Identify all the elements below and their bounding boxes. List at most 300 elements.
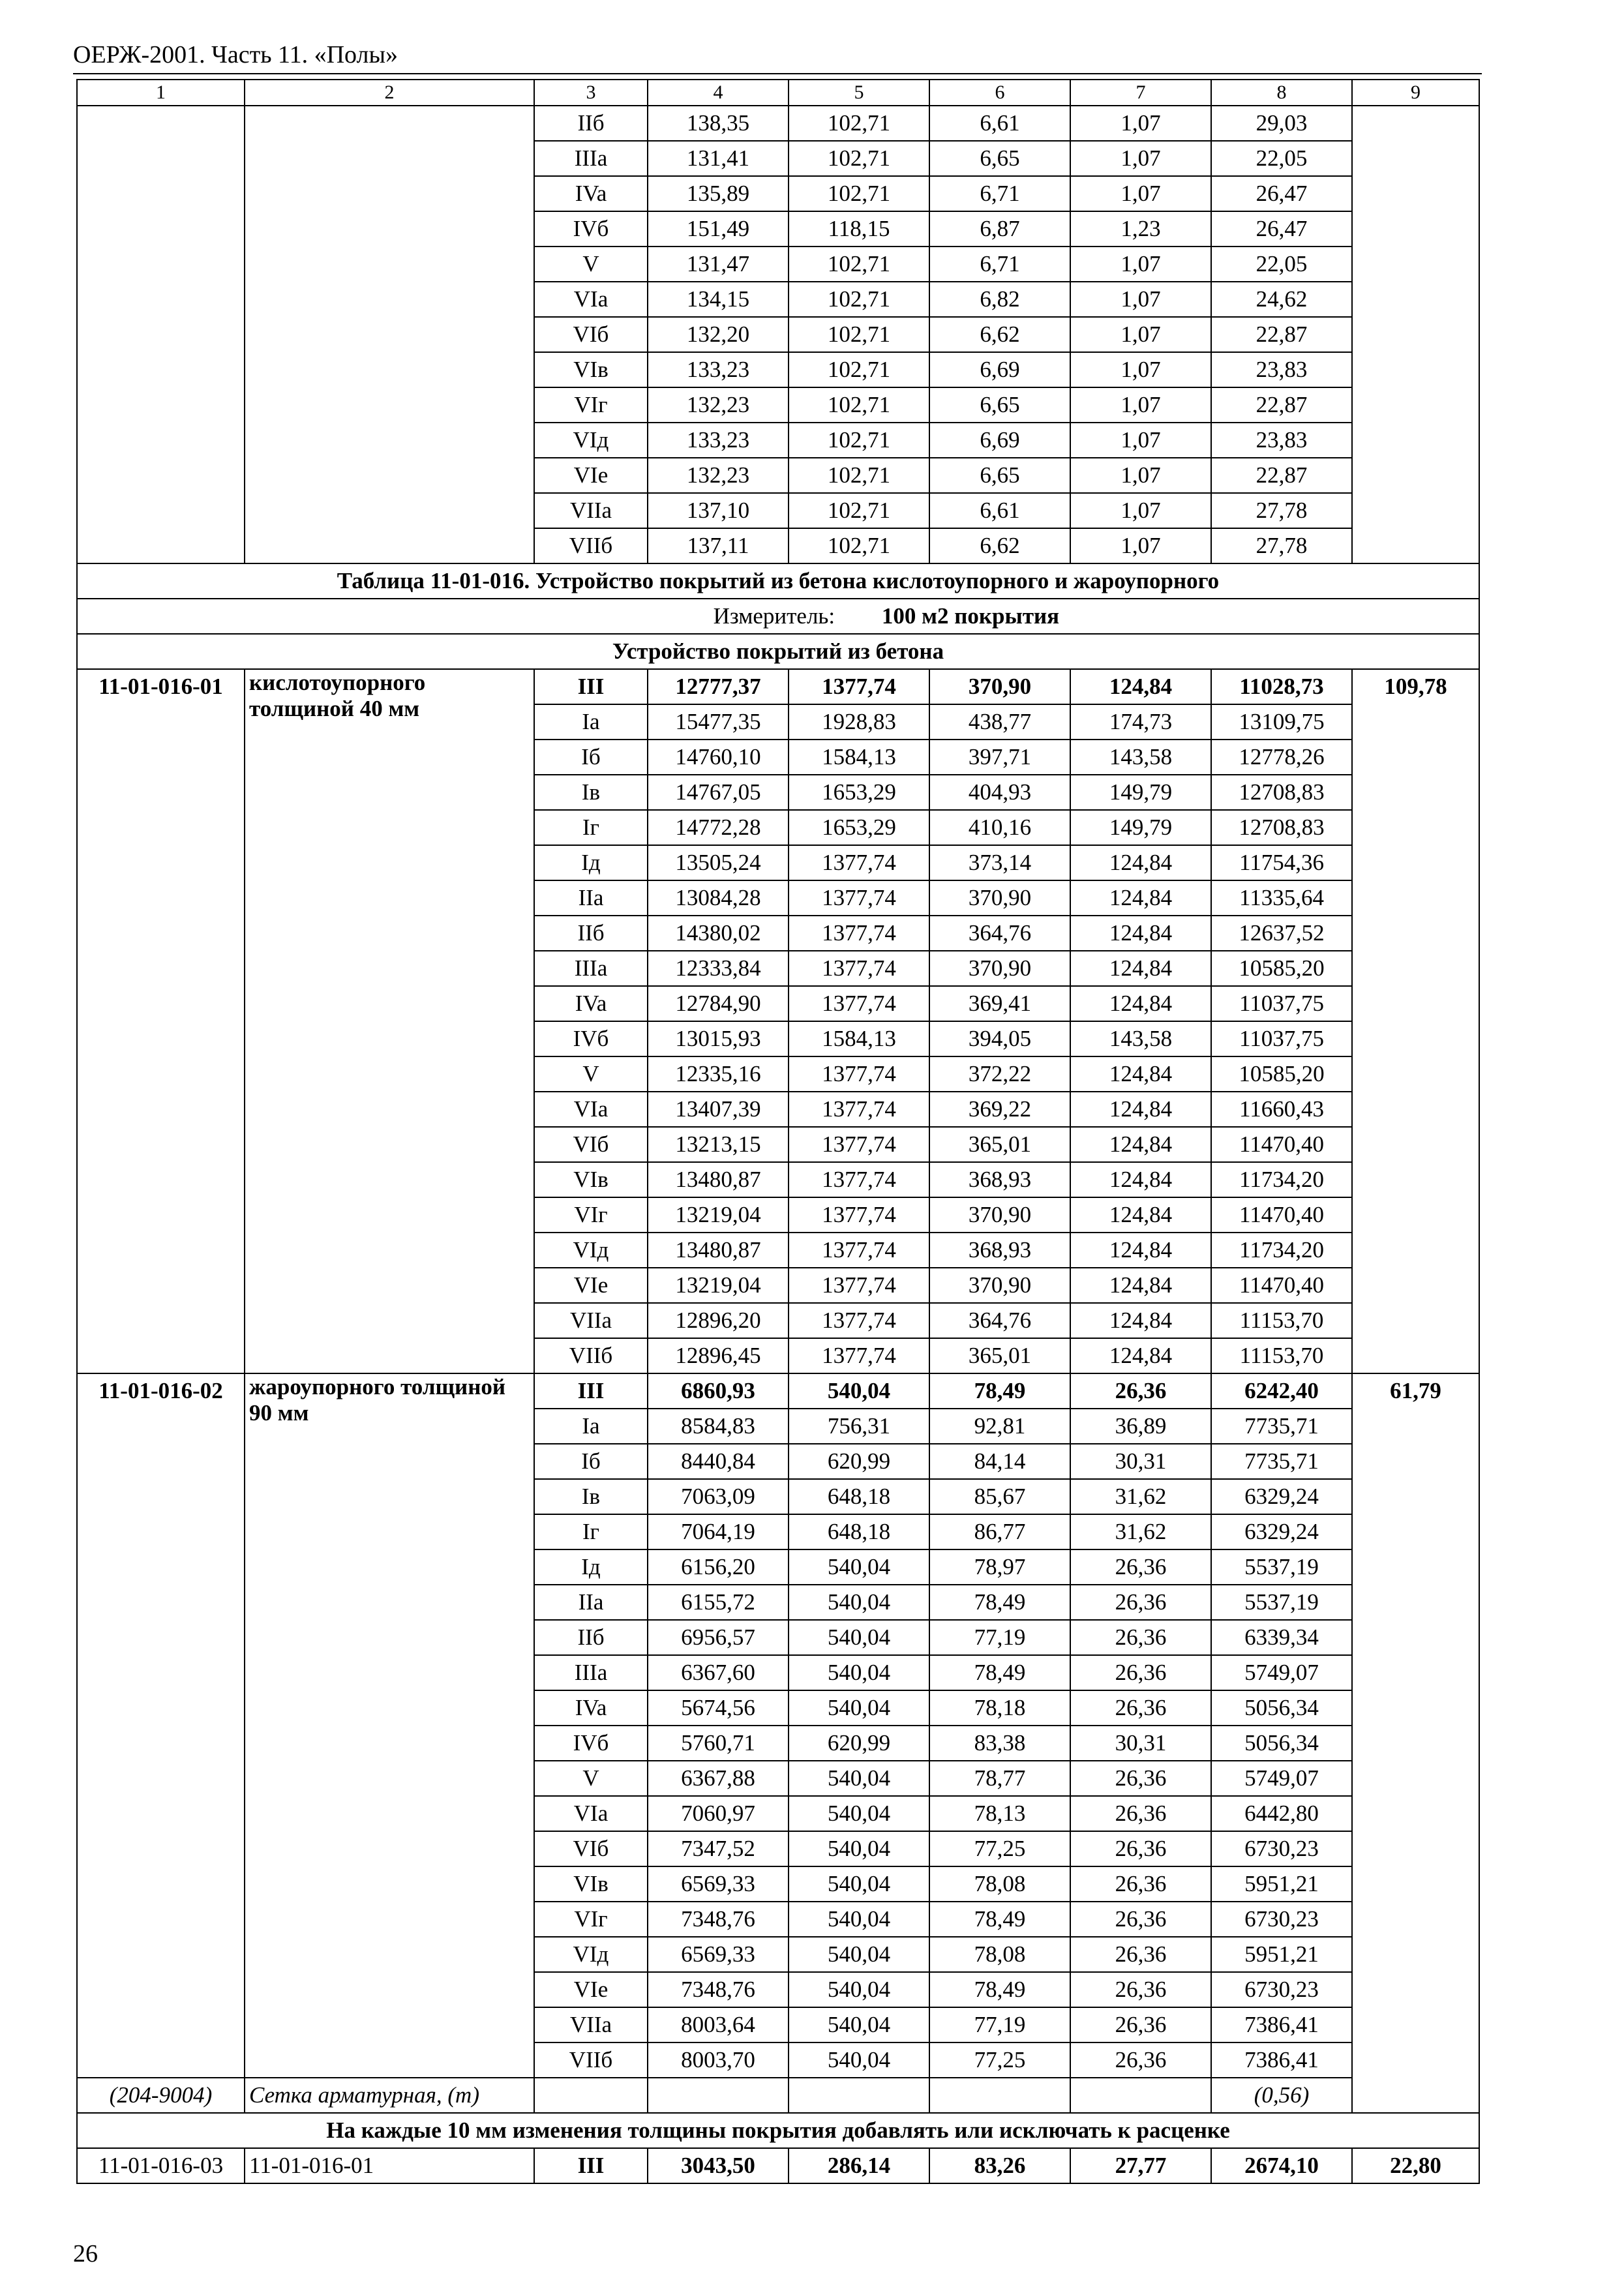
materials-cost-cell: 11734,20 [1211,1233,1352,1268]
materials-cost-cell: 5951,21 [1211,1866,1352,1902]
machine-cost-cell: 6,65 [929,141,1070,176]
total-cost-cell: 6569,33 [648,1937,789,1972]
machine-cost-cell: 404,93 [929,775,1070,810]
total-cost-cell: 135,89 [648,176,789,211]
operator-wage-cell: 1,07 [1070,317,1211,352]
labor-cost-cell: 1377,74 [789,986,929,1021]
region-zone-cell: Ia [534,1409,648,1444]
total-cost-cell: 5674,56 [648,1690,789,1726]
operator-wage-cell: 26,36 [1070,2007,1211,2042]
labor-cost-cell: 1377,74 [789,1056,929,1092]
operator-wage-cell: 26,36 [1070,1866,1211,1902]
operator-wage-cell: 26,36 [1070,1373,1211,1409]
operator-wage-cell: 124,84 [1070,1338,1211,1373]
machine-cost-cell: 6,69 [929,352,1070,387]
operator-wage-cell: 1,07 [1070,282,1211,317]
labor-cost-cell: 102,71 [789,493,929,528]
materials-cost-cell: 6730,23 [1211,1972,1352,2007]
total-cost-cell: 7348,76 [648,1972,789,2007]
labor-cost-cell: 102,71 [789,528,929,563]
materials-cost-cell: 11660,43 [1211,1092,1352,1127]
materials-cost-cell: 7386,41 [1211,2007,1352,2042]
labor-cost-cell: 1377,74 [789,916,929,951]
column-number: 6 [929,80,1070,106]
measure-cell [77,599,1479,634]
item-col9-value: 61,79 [1352,1373,1479,2113]
materials-cost-cell: 7735,71 [1211,1409,1352,1444]
machine-cost-cell: 6,62 [929,528,1070,563]
item-col9-value: 22,80 [1352,2148,1479,2183]
labor-cost-cell: 648,18 [789,1479,929,1514]
region-zone-cell: VIв [534,352,648,387]
materials-cost-cell: 5749,07 [1211,1761,1352,1796]
machine-cost-cell: 365,01 [929,1338,1070,1373]
materials-cost-cell: 5056,34 [1211,1726,1352,1761]
operator-wage-cell: 124,84 [1070,1268,1211,1303]
column-number-row [77,80,1479,106]
section-row [77,634,1479,669]
materials-cost-cell: 5951,21 [1211,1937,1352,1972]
total-cost-cell: 13015,93 [648,1021,789,1056]
operator-wage-cell: 31,62 [1070,1514,1211,1549]
item-code: 11-01-016-01 [77,669,245,1373]
machine-cost-cell: 368,93 [929,1162,1070,1197]
labor-cost-cell: 102,71 [789,106,929,141]
machine-cost-cell: 78,49 [929,1373,1070,1409]
item-code: 11-01-016-02 [77,1373,245,2078]
materials-cost-cell: 5537,19 [1211,1549,1352,1585]
total-cost-cell: 6569,33 [648,1866,789,1902]
region-zone-cell: VIIa [534,493,648,528]
region-zone-cell: IVб [534,1726,648,1761]
operator-wage-cell: 31,62 [1070,1479,1211,1514]
machine-cost-cell: 77,25 [929,1831,1070,1866]
total-cost-cell: 12335,16 [648,1056,789,1092]
region-zone-cell: IIa [534,1585,648,1620]
operator-wage-cell: 1,07 [1070,387,1211,423]
section-title: Устройство покрытий из бетона [77,634,1479,669]
empty-cell [789,2078,929,2113]
machine-cost-cell: 86,77 [929,1514,1070,1549]
machine-cost-cell: 6,65 [929,458,1070,493]
machine-cost-cell: 78,97 [929,1549,1070,1585]
labor-cost-cell: 540,04 [789,1796,929,1831]
machine-cost-cell: 78,13 [929,1796,1070,1831]
total-cost-cell: 137,11 [648,528,789,563]
operator-wage-cell: 26,36 [1070,1620,1211,1655]
region-zone-cell: VIe [534,458,648,493]
total-cost-cell: 8003,64 [648,2007,789,2042]
total-cost-cell: 6367,60 [648,1655,789,1690]
machine-cost-cell: 410,16 [929,810,1070,845]
materials-cost-cell: 10585,20 [1211,951,1352,986]
labor-cost-cell: 540,04 [789,1831,929,1866]
empty-cell [534,2078,648,2113]
total-cost-cell: 134,15 [648,282,789,317]
total-cost-cell: 6156,20 [648,1549,789,1585]
labor-cost-cell: 102,71 [789,247,929,282]
labor-cost-cell: 102,71 [789,317,929,352]
region-zone-cell: Iб [534,740,648,775]
region-zone-cell: VIIб [534,528,648,563]
operator-wage-cell: 124,84 [1070,1092,1211,1127]
total-cost-cell: 132,20 [648,317,789,352]
total-cost-cell: 13084,28 [648,880,789,916]
machine-cost-cell: 85,67 [929,1479,1070,1514]
materials-cost-cell: 6329,24 [1211,1479,1352,1514]
machine-cost-cell: 364,76 [929,1303,1070,1338]
machine-cost-cell: 78,49 [929,1972,1070,2007]
total-cost-cell: 6956,57 [648,1620,789,1655]
column-number: 3 [534,80,648,106]
machine-cost-cell: 83,38 [929,1726,1070,1761]
operator-wage-cell: 1,07 [1070,141,1211,176]
total-cost-cell: 7348,76 [648,1902,789,1937]
table-title-row [77,563,1479,599]
region-zone-cell: IIб [534,1620,648,1655]
region-zone-cell: Iг [534,1514,648,1549]
machine-cost-cell: 364,76 [929,916,1070,951]
region-zone-cell: VIб [534,317,648,352]
labor-cost-cell: 102,71 [789,387,929,423]
operator-wage-cell: 124,84 [1070,1233,1211,1268]
table-row [77,1373,1479,1409]
labor-cost-cell: 1377,74 [789,1162,929,1197]
item-name: 11-01-016-01 [245,2148,534,2183]
materials-cost-cell: 11470,40 [1211,1127,1352,1162]
total-cost-cell: 6367,88 [648,1761,789,1796]
region-zone-cell: VIIa [534,2007,648,2042]
materials-cost-cell: 11037,75 [1211,986,1352,1021]
operator-wage-cell: 1,07 [1070,106,1211,141]
total-cost-cell: 13213,15 [648,1127,789,1162]
operator-wage-cell: 124,84 [1070,1303,1211,1338]
material-row [77,2078,1479,2113]
materials-cost-cell: 22,87 [1211,458,1352,493]
materials-cost-cell: 27,78 [1211,528,1352,563]
labor-cost-cell: 540,04 [789,1902,929,1937]
materials-cost-cell: 11153,70 [1211,1338,1352,1373]
region-zone-cell: VIб [534,1127,648,1162]
labor-cost-cell: 1377,74 [789,1197,929,1233]
labor-cost-cell: 102,71 [789,141,929,176]
note-text: На каждые 10 мм изменения толщины покрытия добавлять или исключать к расценке [77,2113,1479,2148]
operator-wage-cell: 26,36 [1070,1585,1211,1620]
machine-cost-cell: 6,61 [929,493,1070,528]
total-cost-cell: 14380,02 [648,916,789,951]
materials-cost-cell: 6730,23 [1211,1902,1352,1937]
region-zone-cell: VIa [534,282,648,317]
machine-cost-cell: 6,62 [929,317,1070,352]
total-cost-cell: 8440,84 [648,1444,789,1479]
operator-wage-cell: 26,36 [1070,1902,1211,1937]
machine-cost-cell: 83,26 [929,2148,1070,2183]
total-cost-cell: 132,23 [648,458,789,493]
machine-cost-cell: 369,22 [929,1092,1070,1127]
total-cost-cell: 14760,10 [648,740,789,775]
labor-cost-cell: 1653,29 [789,775,929,810]
labor-cost-cell: 1377,74 [789,1303,929,1338]
machine-cost-cell: 6,82 [929,282,1070,317]
column-number: 1 [77,80,245,106]
labor-cost-cell: 286,14 [789,2148,929,2183]
table-body [77,80,1479,2183]
labor-cost-cell: 540,04 [789,2007,929,2042]
materials-cost-cell: 11734,20 [1211,1162,1352,1197]
labor-cost-cell: 756,31 [789,1409,929,1444]
materials-cost-cell: 22,87 [1211,387,1352,423]
machine-cost-cell: 370,90 [929,1197,1070,1233]
machine-cost-cell: 370,90 [929,1268,1070,1303]
labor-cost-cell: 102,71 [789,352,929,387]
total-cost-cell: 3043,50 [648,2148,789,2183]
operator-wage-cell: 26,36 [1070,1972,1211,2007]
region-zone-cell: V [534,247,648,282]
materials-cost-cell: 22,05 [1211,247,1352,282]
materials-cost-cell: 27,78 [1211,493,1352,528]
operator-wage-cell: 124,84 [1070,916,1211,951]
total-cost-cell: 131,41 [648,141,789,176]
labor-cost-cell: 1377,74 [789,1338,929,1373]
total-cost-cell: 13480,87 [648,1162,789,1197]
machine-cost-cell: 369,41 [929,986,1070,1021]
total-cost-cell: 14772,28 [648,810,789,845]
operator-wage-cell: 26,36 [1070,1690,1211,1726]
operator-wage-cell: 30,31 [1070,1444,1211,1479]
operator-wage-cell: 26,36 [1070,1655,1211,1690]
table-row [77,2148,1479,2183]
labor-cost-cell: 540,04 [789,2042,929,2078]
region-zone-cell: VIIб [534,1338,648,1373]
empty-cell [929,2078,1070,2113]
region-zone-cell: III [534,1373,648,1409]
materials-cost-cell: 12778,26 [1211,740,1352,775]
materials-cost-cell: 24,62 [1211,282,1352,317]
operator-wage-cell: 124,84 [1070,1162,1211,1197]
total-cost-cell: 12777,37 [648,669,789,704]
labor-cost-cell: 620,99 [789,1444,929,1479]
empty-code-cell [77,106,245,563]
materials-cost-cell: 22,87 [1211,317,1352,352]
labor-cost-cell: 540,04 [789,1585,929,1620]
region-zone-cell: VIг [534,1197,648,1233]
item-code: 11-01-016-03 [77,2148,245,2183]
labor-cost-cell: 1584,13 [789,1021,929,1056]
machine-cost-cell: 78,49 [929,1585,1070,1620]
labor-cost-cell: 1377,74 [789,1233,929,1268]
operator-wage-cell: 143,58 [1070,740,1211,775]
empty-cell [648,2078,789,2113]
labor-cost-cell: 102,71 [789,176,929,211]
labor-cost-cell: 102,71 [789,458,929,493]
material-name: Сетка арматурная, (т) [245,2078,534,2113]
column-number: 5 [789,80,929,106]
materials-cost-cell: 6442,80 [1211,1796,1352,1831]
materials-cost-cell: 6730,23 [1211,1831,1352,1866]
machine-cost-cell: 78,08 [929,1937,1070,1972]
operator-wage-cell: 26,36 [1070,1831,1211,1866]
region-zone-cell: Iд [534,1549,648,1585]
materials-cost-cell: 13109,75 [1211,704,1352,740]
region-zone-cell: IVa [534,1690,648,1726]
materials-cost-cell: 5537,19 [1211,1585,1352,1620]
table-row [77,669,1479,704]
column-number: 8 [1211,80,1352,106]
materials-cost-cell: 5056,34 [1211,1690,1352,1726]
machine-cost-cell: 365,01 [929,1127,1070,1162]
region-zone-cell: IIIa [534,141,648,176]
labor-cost-cell: 648,18 [789,1514,929,1549]
region-zone-cell: IIб [534,916,648,951]
machine-cost-cell: 370,90 [929,669,1070,704]
empty-col9-cell [1352,106,1479,563]
labor-cost-cell: 118,15 [789,211,929,247]
labor-cost-cell: 1653,29 [789,810,929,845]
operator-wage-cell: 30,31 [1070,1726,1211,1761]
materials-cost-cell: 11028,73 [1211,669,1352,704]
price-table [76,79,1480,2184]
total-cost-cell: 7063,09 [648,1479,789,1514]
machine-cost-cell: 368,93 [929,1233,1070,1268]
materials-cost-cell: 7386,41 [1211,2042,1352,2078]
operator-wage-cell: 149,79 [1070,810,1211,845]
total-cost-cell: 131,47 [648,247,789,282]
operator-wage-cell: 26,36 [1070,1761,1211,1796]
region-zone-cell: VIд [534,423,648,458]
region-zone-cell: V [534,1056,648,1092]
operator-wage-cell: 143,58 [1070,1021,1211,1056]
region-zone-cell: III [534,2148,648,2183]
region-zone-cell: IVб [534,1021,648,1056]
machine-cost-cell: 78,49 [929,1655,1070,1690]
machine-cost-cell: 77,25 [929,2042,1070,2078]
region-zone-cell: VIв [534,1162,648,1197]
operator-wage-cell: 1,07 [1070,247,1211,282]
machine-cost-cell: 370,90 [929,880,1070,916]
machine-cost-cell: 78,49 [929,1902,1070,1937]
page-number: 26 [73,2240,98,2267]
region-zone-cell: III [534,669,648,704]
operator-wage-cell: 149,79 [1070,775,1211,810]
materials-cost-cell: 26,47 [1211,176,1352,211]
column-number: 2 [245,80,534,106]
operator-wage-cell: 27,77 [1070,2148,1211,2183]
total-cost-cell: 132,23 [648,387,789,423]
operator-wage-cell: 1,07 [1070,528,1211,563]
labor-cost-cell: 102,71 [789,423,929,458]
operator-wage-cell: 1,07 [1070,493,1211,528]
labor-cost-cell: 1377,74 [789,1268,929,1303]
region-zone-cell: VIIa [534,1303,648,1338]
total-cost-cell: 133,23 [648,423,789,458]
region-zone-cell: V [534,1761,648,1796]
region-zone-cell: VIa [534,1796,648,1831]
total-cost-cell: 13219,04 [648,1268,789,1303]
labor-cost-cell: 102,71 [789,282,929,317]
column-number: 9 [1352,80,1479,106]
materials-cost-cell: 11470,40 [1211,1197,1352,1233]
machine-cost-cell: 373,14 [929,845,1070,880]
region-zone-cell: VIг [534,1902,648,1937]
operator-wage-cell: 1,07 [1070,176,1211,211]
total-cost-cell: 13407,39 [648,1092,789,1127]
operator-wage-cell: 36,89 [1070,1409,1211,1444]
material-code: (204-9004) [77,2078,245,2113]
materials-cost-cell: 29,03 [1211,106,1352,141]
table-title: Таблица 11-01-016. Устройство покрытий из бетона кислотоупорного и жароупорного [77,563,1479,599]
machine-cost-cell: 78,77 [929,1761,1070,1796]
materials-cost-cell: 12708,83 [1211,775,1352,810]
materials-cost-cell: 23,83 [1211,423,1352,458]
region-zone-cell: VIб [534,1831,648,1866]
labor-cost-cell: 540,04 [789,1937,929,1972]
machine-cost-cell: 6,69 [929,423,1070,458]
region-zone-cell: Iб [534,1444,648,1479]
measure-label: Измеритель: [713,603,835,629]
total-cost-cell: 12333,84 [648,951,789,986]
table-row [77,106,1479,141]
materials-cost-cell: 6339,34 [1211,1620,1352,1655]
region-zone-cell: VIд [534,1233,648,1268]
labor-cost-cell: 540,04 [789,1655,929,1690]
operator-wage-cell: 124,84 [1070,951,1211,986]
region-zone-cell: VIг [534,387,648,423]
materials-cost-cell: 11754,36 [1211,845,1352,880]
operator-wage-cell: 174,73 [1070,704,1211,740]
operator-wage-cell: 26,36 [1070,2042,1211,2078]
machine-cost-cell: 77,19 [929,2007,1070,2042]
total-cost-cell: 13480,87 [648,1233,789,1268]
total-cost-cell: 7064,19 [648,1514,789,1549]
machine-cost-cell: 6,71 [929,176,1070,211]
operator-wage-cell: 124,84 [1070,1127,1211,1162]
materials-cost-cell: 6242,40 [1211,1373,1352,1409]
region-zone-cell: VIe [534,1268,648,1303]
material-value: (0,56) [1211,2078,1352,2113]
machine-cost-cell: 6,87 [929,211,1070,247]
total-cost-cell: 151,49 [648,211,789,247]
item-name: кислотоупорного толщиной 40 мм [245,669,534,1373]
materials-cost-cell: 11153,70 [1211,1303,1352,1338]
operator-wage-cell: 1,07 [1070,423,1211,458]
region-zone-cell: Iв [534,775,648,810]
total-cost-cell: 12896,20 [648,1303,789,1338]
labor-cost-cell: 1377,74 [789,1092,929,1127]
labor-cost-cell: 1377,74 [789,880,929,916]
empty-name-cell [245,106,534,563]
materials-cost-cell: 23,83 [1211,352,1352,387]
region-zone-cell: IIб [534,106,648,141]
labor-cost-cell: 1584,13 [789,740,929,775]
materials-cost-cell: 26,47 [1211,211,1352,247]
note-row [77,2113,1479,2148]
materials-cost-cell: 11470,40 [1211,1268,1352,1303]
labor-cost-cell: 540,04 [789,1373,929,1409]
total-cost-cell: 7060,97 [648,1796,789,1831]
region-zone-cell: Iв [534,1479,648,1514]
materials-cost-cell: 2674,10 [1211,2148,1352,2183]
labor-cost-cell: 1377,74 [789,951,929,986]
operator-wage-cell: 124,84 [1070,845,1211,880]
column-number: 7 [1070,80,1211,106]
materials-cost-cell: 22,05 [1211,141,1352,176]
total-cost-cell: 8003,70 [648,2042,789,2078]
header-divider [73,73,1482,74]
total-cost-cell: 6860,93 [648,1373,789,1409]
region-zone-cell: IIa [534,880,648,916]
total-cost-cell: 133,23 [648,352,789,387]
total-cost-cell: 138,35 [648,106,789,141]
